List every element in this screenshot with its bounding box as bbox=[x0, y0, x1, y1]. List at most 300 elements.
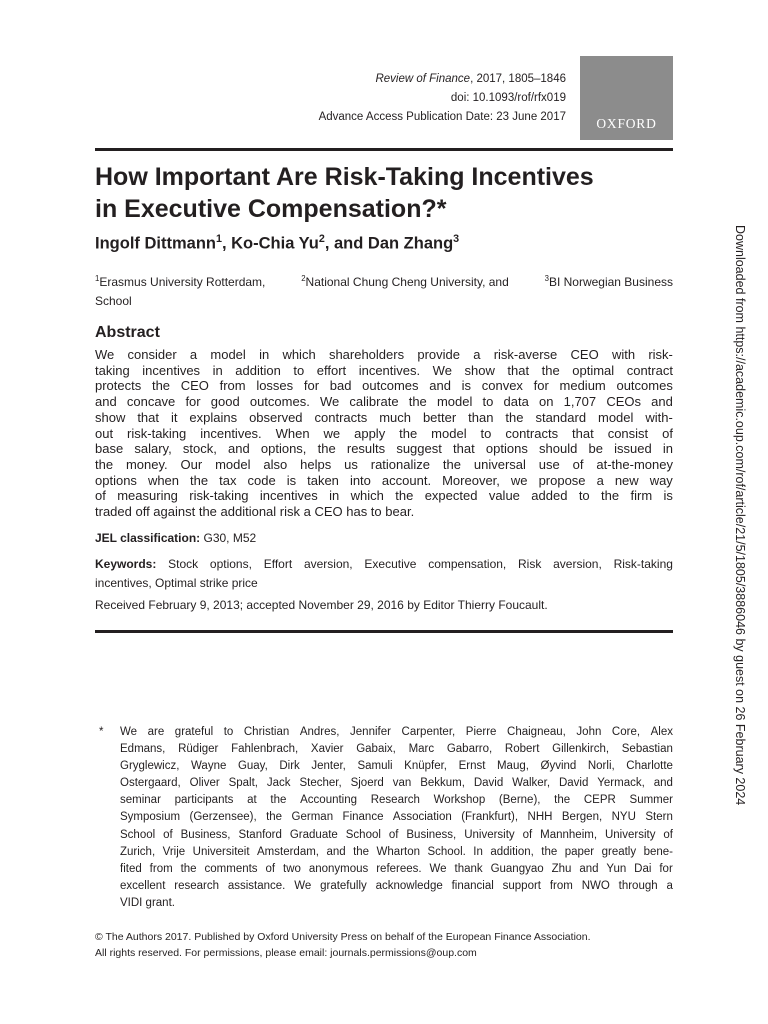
word: Fahlenbrach, bbox=[231, 743, 299, 756]
word: Wayne bbox=[191, 760, 227, 773]
abstract-heading: Abstract bbox=[95, 324, 160, 341]
word: value bbox=[488, 488, 520, 504]
word: contract bbox=[626, 362, 673, 378]
top-divider bbox=[95, 148, 673, 151]
word: is bbox=[461, 378, 472, 394]
text-line bbox=[120, 827, 673, 844]
word: referees. bbox=[376, 862, 422, 875]
word: support bbox=[502, 879, 541, 892]
word: the bbox=[399, 425, 418, 441]
word: risk-taking bbox=[127, 425, 187, 441]
word: Chaigneau, bbox=[507, 726, 566, 738]
word: Carpenter, bbox=[401, 726, 456, 738]
word: expected bbox=[424, 488, 478, 504]
word: We bbox=[432, 362, 452, 378]
word: Norli, bbox=[587, 760, 615, 773]
word: and bbox=[95, 394, 117, 410]
word: John bbox=[576, 726, 602, 738]
received-dates: Received February 9, 2013; accepted November 29, 2016 by Editor Thierry Foucault. bbox=[95, 598, 548, 612]
word: options bbox=[95, 472, 137, 488]
footnote-marker: * bbox=[99, 726, 104, 738]
word: into bbox=[349, 472, 371, 488]
word: Walker, bbox=[512, 777, 551, 790]
word: of bbox=[265, 862, 276, 875]
word: firm bbox=[630, 488, 653, 504]
word: acknowledge bbox=[375, 879, 443, 892]
word: Jennifer bbox=[350, 726, 391, 738]
word: convex bbox=[481, 378, 523, 394]
word: bad bbox=[329, 378, 352, 394]
doi-link[interactable]: doi: 10.1093/rof/rfx019 bbox=[450, 92, 566, 104]
word: traded off against the additional risk a CEO has to bear. bbox=[95, 504, 415, 520]
word: stock, bbox=[182, 441, 217, 457]
word: Yun bbox=[606, 862, 627, 875]
word: (Gerzensee), bbox=[189, 811, 257, 824]
paper-title bbox=[95, 161, 685, 225]
copyright-line: © The Authors 2017. Published by Oxford University Press on behalf of the European Finance Association. bbox=[95, 931, 591, 943]
title-line: How Important Are Risk-Taking Incentives bbox=[95, 163, 594, 191]
word: and bbox=[228, 441, 250, 457]
word: the bbox=[541, 845, 558, 858]
word: to bbox=[293, 362, 305, 378]
word: anonymous bbox=[308, 862, 369, 875]
jel-label: JEL classification: bbox=[95, 531, 201, 545]
word: we bbox=[323, 425, 341, 441]
word: addition bbox=[235, 362, 281, 378]
word: Oliver bbox=[189, 777, 220, 790]
word: contracts bbox=[505, 425, 559, 441]
word: of bbox=[388, 828, 399, 841]
word: should bbox=[539, 441, 578, 457]
word: the bbox=[505, 409, 524, 425]
word: money. bbox=[125, 456, 168, 472]
word: financial bbox=[451, 879, 494, 892]
word: We bbox=[120, 726, 138, 738]
word: that bbox=[507, 362, 530, 378]
word: outcomes. bbox=[249, 394, 310, 410]
word: Amsterdam, bbox=[257, 845, 319, 858]
word: School bbox=[120, 828, 156, 841]
affiliation-1 bbox=[95, 269, 265, 292]
word: participants bbox=[174, 794, 234, 807]
word: Moreover, bbox=[442, 472, 500, 488]
word: outcomes bbox=[362, 378, 419, 394]
word: with- bbox=[645, 409, 673, 425]
word: show bbox=[95, 409, 126, 425]
word: model bbox=[210, 347, 246, 362]
word: in bbox=[662, 441, 673, 457]
text-line bbox=[120, 878, 673, 895]
word: is bbox=[286, 472, 297, 488]
word: CEPR bbox=[583, 794, 616, 807]
word: the bbox=[151, 378, 171, 394]
word: Alex bbox=[650, 726, 673, 738]
word: risk- bbox=[648, 347, 673, 362]
word: a bbox=[596, 472, 604, 488]
word: consist bbox=[607, 425, 649, 441]
word: observed bbox=[249, 409, 303, 425]
word: from bbox=[149, 862, 173, 875]
word: the bbox=[266, 811, 283, 824]
word: code bbox=[247, 472, 276, 488]
text-line bbox=[120, 758, 673, 775]
permissions-line: All rights reserved. For permissions, please email: journals.permissions@oup.com bbox=[95, 947, 477, 959]
word: Core, bbox=[611, 726, 641, 738]
word: standard bbox=[535, 409, 587, 425]
keywords-line: incentives, Optimal strike price bbox=[95, 576, 258, 590]
word: Samuli bbox=[357, 760, 393, 773]
text-line bbox=[95, 457, 673, 473]
text-line bbox=[95, 488, 673, 504]
keyword-word: Risk bbox=[518, 557, 542, 571]
word: account. bbox=[381, 472, 432, 488]
oxford-logo bbox=[580, 56, 673, 140]
word: Dai bbox=[634, 862, 652, 875]
affiliation-text: National Chung Cheng University, and bbox=[305, 275, 509, 289]
author-separator: , bbox=[221, 234, 232, 253]
word: is bbox=[663, 488, 673, 504]
logo-text: OXFORD bbox=[596, 116, 657, 131]
word: Xavier bbox=[310, 743, 344, 756]
keywords bbox=[95, 555, 673, 593]
word: Andres, bbox=[299, 726, 340, 738]
keywords-label: Keywords: bbox=[95, 557, 157, 571]
word: research bbox=[174, 879, 219, 892]
word: the bbox=[442, 456, 461, 472]
word: consider bbox=[127, 347, 177, 362]
word: Workshop bbox=[433, 794, 486, 807]
word: for bbox=[303, 378, 320, 394]
word: the bbox=[395, 488, 414, 504]
affiliation-marker: 3 bbox=[544, 274, 549, 283]
word: in bbox=[259, 347, 270, 362]
word: School bbox=[345, 828, 381, 841]
word: We bbox=[294, 879, 312, 892]
keyword-word: options, bbox=[209, 557, 252, 571]
word: from bbox=[219, 378, 246, 394]
word: We bbox=[319, 394, 340, 410]
word: Robert bbox=[504, 743, 540, 756]
word: assistance. bbox=[227, 879, 286, 892]
word: with bbox=[611, 347, 636, 362]
keyword-word: Risk-taking bbox=[613, 557, 673, 571]
word: NYU bbox=[611, 811, 636, 824]
word: Our bbox=[180, 456, 203, 472]
word: show bbox=[464, 362, 495, 378]
word: which bbox=[282, 347, 316, 362]
word: and bbox=[653, 777, 673, 790]
word: seminar bbox=[120, 794, 161, 807]
text-line bbox=[95, 394, 673, 410]
word: NWO bbox=[581, 879, 610, 892]
affiliation-marker: 1 bbox=[215, 233, 222, 245]
word: model bbox=[431, 425, 467, 441]
word: for bbox=[185, 394, 201, 410]
word: the bbox=[554, 794, 571, 807]
word: the bbox=[270, 794, 287, 807]
text-line bbox=[95, 473, 673, 489]
word: We bbox=[429, 862, 447, 875]
word: in bbox=[329, 488, 340, 504]
word: the bbox=[180, 862, 197, 875]
text-line bbox=[120, 792, 673, 809]
word: universal bbox=[473, 456, 526, 472]
word: us bbox=[344, 456, 358, 472]
word: apply bbox=[354, 425, 386, 441]
word: German bbox=[291, 811, 334, 824]
word: van bbox=[392, 777, 412, 790]
title-line: in Executive Compensation?* bbox=[95, 195, 447, 223]
word: tax bbox=[219, 472, 237, 488]
word: at bbox=[247, 794, 257, 807]
word: University bbox=[464, 828, 515, 841]
word: David bbox=[473, 777, 504, 790]
word: explains bbox=[189, 409, 238, 425]
word: that bbox=[572, 425, 594, 441]
word: shareholders bbox=[328, 347, 405, 362]
text-line bbox=[120, 741, 673, 758]
text-line bbox=[120, 844, 673, 861]
word: to bbox=[482, 394, 494, 410]
word: Dirk bbox=[279, 760, 300, 773]
abstract-body bbox=[95, 347, 673, 520]
word: Knüpfer, bbox=[404, 760, 447, 773]
jel-codes: G30, M52 bbox=[200, 531, 257, 545]
word: paper bbox=[564, 845, 595, 858]
word: (Berne), bbox=[498, 794, 541, 807]
word: VIDI grant. bbox=[120, 896, 175, 909]
text-line bbox=[95, 441, 673, 457]
word: When bbox=[275, 425, 310, 441]
word: base bbox=[95, 441, 124, 457]
word: Edmans, bbox=[120, 743, 166, 756]
word: for bbox=[533, 378, 549, 394]
affiliation-marker: 3 bbox=[453, 233, 460, 245]
word: 1,707 bbox=[563, 394, 597, 410]
word: Zurich, bbox=[120, 845, 156, 858]
word: of bbox=[95, 488, 106, 504]
word: excellent bbox=[120, 879, 166, 892]
word: gratefully bbox=[320, 879, 367, 892]
word: added bbox=[531, 488, 568, 504]
word: incentives bbox=[142, 362, 201, 378]
text-line bbox=[120, 861, 673, 878]
word: new bbox=[614, 472, 639, 488]
word: Ostergaard, bbox=[120, 777, 181, 790]
word: Vrije bbox=[162, 845, 186, 858]
word: of bbox=[163, 828, 173, 841]
affiliation-line bbox=[95, 269, 673, 292]
word: Ernst bbox=[458, 760, 486, 773]
word: grateful bbox=[174, 726, 214, 738]
jel-classification bbox=[95, 531, 256, 545]
word: optimal bbox=[572, 362, 615, 378]
word: medium bbox=[559, 378, 606, 394]
word: issued bbox=[614, 441, 652, 457]
word: addition, bbox=[490, 845, 534, 858]
word: losses bbox=[256, 378, 294, 394]
word: Stecher, bbox=[299, 777, 342, 790]
keyword-word: aversion, bbox=[553, 557, 602, 571]
journal-header bbox=[319, 70, 566, 127]
word: provide bbox=[417, 347, 460, 362]
word: rationalize bbox=[370, 456, 431, 472]
word: Gryglewicz, bbox=[120, 760, 180, 773]
affiliation-marker: 2 bbox=[318, 233, 325, 245]
word: on bbox=[538, 394, 554, 410]
word: of bbox=[663, 828, 673, 841]
word: Jenter, bbox=[311, 760, 346, 773]
word: NHH bbox=[527, 811, 553, 824]
text-line bbox=[120, 809, 673, 826]
word: Symposium bbox=[120, 811, 181, 824]
word: better bbox=[422, 409, 457, 425]
word: Charlotte bbox=[626, 760, 673, 773]
word: Jack bbox=[266, 777, 291, 790]
text-line bbox=[120, 895, 673, 912]
acknowledgement-footnote bbox=[95, 724, 673, 912]
word: propose bbox=[538, 472, 586, 488]
text-line bbox=[120, 775, 673, 792]
word: Guangyao bbox=[490, 862, 544, 875]
copyright-notice bbox=[95, 929, 591, 961]
word: measuring bbox=[117, 488, 178, 504]
word: at-the-money bbox=[596, 456, 673, 472]
word: calibrate bbox=[349, 394, 399, 410]
text-line bbox=[95, 347, 673, 363]
author-name: Dan Zhang bbox=[367, 234, 454, 253]
word: that bbox=[453, 441, 475, 457]
word: two bbox=[283, 862, 301, 875]
word: the bbox=[190, 472, 209, 488]
word: Rüdiger bbox=[178, 743, 219, 756]
word: taken bbox=[307, 472, 339, 488]
word: be bbox=[588, 441, 603, 457]
word: for bbox=[659, 862, 673, 875]
word: and bbox=[579, 862, 599, 875]
word: We bbox=[95, 347, 115, 362]
word: and bbox=[651, 394, 673, 410]
word: it bbox=[170, 409, 178, 425]
word: CEO bbox=[180, 378, 209, 394]
word: risk-taking bbox=[189, 488, 249, 504]
publication-date: Advance Access Publication Date: 23 June 2017 bbox=[318, 111, 566, 123]
word: incentives. bbox=[200, 425, 262, 441]
word: Business, bbox=[180, 828, 231, 841]
word: the bbox=[95, 456, 114, 472]
word: the bbox=[408, 394, 427, 410]
word: the bbox=[601, 488, 620, 504]
word: and bbox=[326, 845, 346, 858]
word: out bbox=[95, 425, 114, 441]
word: much bbox=[379, 409, 411, 425]
word: of bbox=[572, 456, 584, 472]
word: suggest bbox=[396, 441, 442, 457]
word: comments bbox=[204, 862, 258, 875]
word: Accounting bbox=[300, 794, 358, 807]
text-line bbox=[95, 504, 673, 520]
word: a bbox=[473, 347, 481, 362]
word: In bbox=[473, 845, 483, 858]
affiliation-line: School bbox=[95, 294, 132, 308]
affiliation-2 bbox=[301, 269, 509, 292]
word: salary, bbox=[134, 441, 172, 457]
word: incentives. bbox=[358, 362, 421, 378]
word: Zhu bbox=[551, 862, 572, 875]
word: Pierre bbox=[465, 726, 497, 738]
word: model bbox=[598, 409, 634, 425]
word: the bbox=[353, 845, 370, 858]
word: Graduate bbox=[289, 828, 338, 841]
word: also bbox=[263, 456, 288, 472]
word: Bergen, bbox=[561, 811, 603, 824]
word: way bbox=[649, 472, 673, 488]
word: a bbox=[189, 347, 198, 362]
word: of bbox=[522, 828, 533, 841]
word: to bbox=[223, 726, 234, 738]
word: Sjoerd bbox=[350, 777, 384, 790]
word: Mannheim, bbox=[540, 828, 598, 841]
word: concave bbox=[126, 394, 176, 410]
word: CEO bbox=[570, 347, 599, 362]
word: outcomes bbox=[616, 378, 673, 394]
affiliation-3 bbox=[545, 269, 673, 292]
keyword-word: aversion, bbox=[303, 557, 353, 571]
word: to bbox=[578, 488, 590, 504]
word: Sebastian bbox=[621, 743, 673, 756]
keyword-word: compensation, bbox=[428, 557, 507, 571]
author-list bbox=[95, 233, 459, 254]
word: and bbox=[429, 378, 451, 394]
word: Yermack, bbox=[597, 777, 645, 790]
word: in bbox=[212, 362, 223, 378]
word: Marc bbox=[408, 743, 435, 756]
word: that bbox=[137, 409, 159, 425]
word: Association bbox=[392, 811, 452, 824]
word: Guay, bbox=[237, 760, 268, 773]
word: fited bbox=[120, 862, 142, 875]
word: (Frankfurt), bbox=[461, 811, 519, 824]
word: through bbox=[618, 879, 658, 892]
word: when bbox=[147, 472, 180, 488]
word: incentives bbox=[259, 488, 318, 504]
word: helps bbox=[300, 456, 332, 472]
word: options, bbox=[260, 441, 307, 457]
keyword-word: Stock bbox=[168, 557, 199, 571]
word: the bbox=[541, 362, 560, 378]
text-line bbox=[120, 724, 673, 741]
keyword-word: Executive bbox=[364, 557, 417, 571]
keyword-word: Effort bbox=[263, 557, 293, 571]
word: than bbox=[468, 409, 494, 425]
bottom-divider bbox=[95, 630, 673, 633]
word: to bbox=[480, 425, 492, 441]
text-line bbox=[95, 378, 673, 394]
word: data bbox=[503, 394, 529, 410]
word: we bbox=[510, 472, 528, 488]
word: results bbox=[346, 441, 386, 457]
word: Wharton bbox=[376, 845, 421, 858]
word: University bbox=[604, 828, 656, 841]
word: Gabarro, bbox=[446, 743, 493, 756]
word: a bbox=[666, 879, 673, 892]
word: effort bbox=[316, 362, 347, 378]
word: Summer bbox=[629, 794, 673, 807]
text-line bbox=[95, 410, 673, 426]
footnote-text bbox=[120, 724, 673, 912]
word: good bbox=[210, 394, 240, 410]
word: Finance bbox=[342, 811, 384, 824]
